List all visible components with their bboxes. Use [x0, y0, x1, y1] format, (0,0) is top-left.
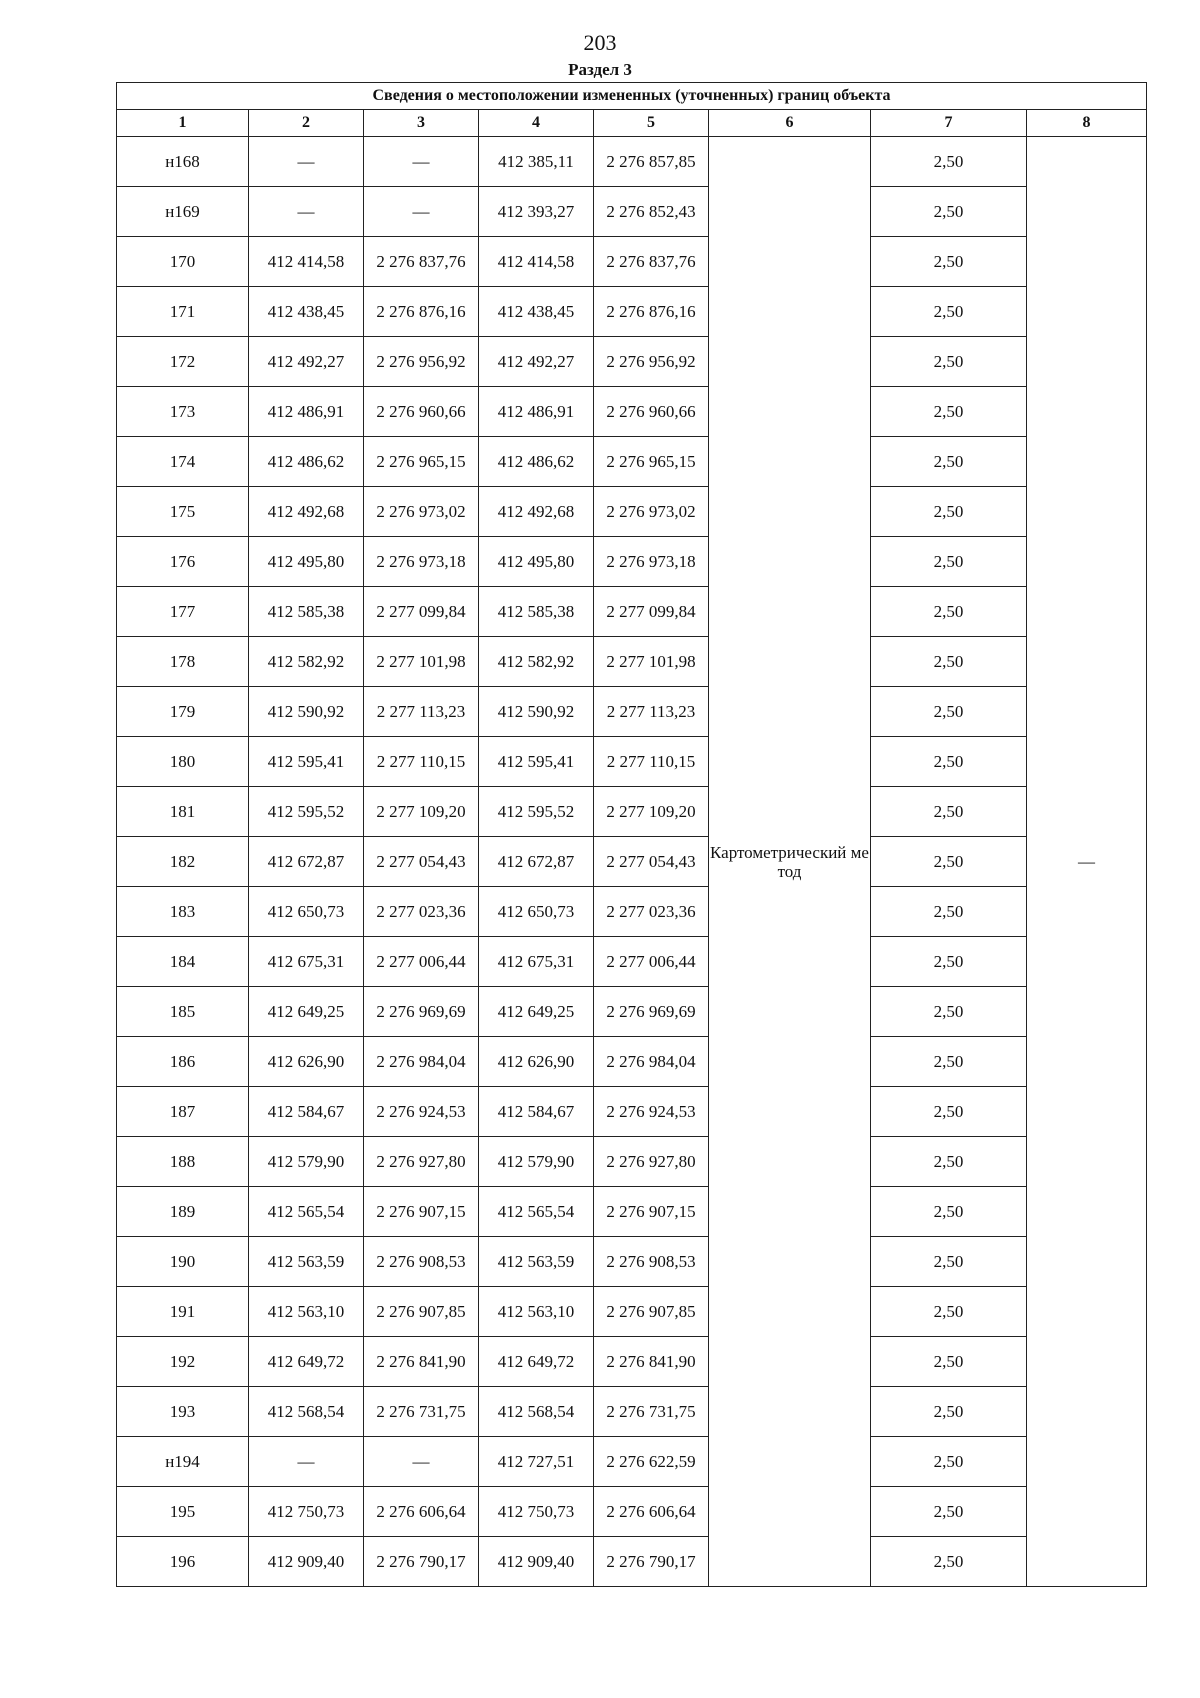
existing-y-cell: 2 276 973,18: [364, 537, 479, 587]
existing-x-cell: 412 595,52: [249, 787, 364, 837]
column-number-header: 3: [364, 110, 479, 137]
table-row: [117, 137, 1147, 187]
point-id-cell: н168: [117, 137, 249, 187]
existing-x-cell: 412 563,10: [249, 1287, 364, 1337]
existing-x-cell: 412 626,90: [249, 1037, 364, 1087]
point-id-cell: 192: [117, 1337, 249, 1387]
existing-y-cell: 2 277 023,36: [364, 887, 479, 937]
new-x-cell: 412 650,73: [479, 887, 594, 937]
new-x-cell: 412 595,52: [479, 787, 594, 837]
existing-y-cell: 2 277 113,23: [364, 687, 479, 737]
new-y-cell: 2 277 054,43: [594, 837, 709, 887]
column8-cell: —: [1027, 137, 1147, 1587]
new-x-cell: 412 595,41: [479, 737, 594, 787]
new-y-cell: 2 276 956,92: [594, 337, 709, 387]
existing-y-cell: 2 277 054,43: [364, 837, 479, 887]
existing-y-cell: —: [364, 137, 479, 187]
existing-y-cell: 2 276 969,69: [364, 987, 479, 1037]
existing-y-cell: —: [364, 1437, 479, 1487]
new-x-cell: 412 590,92: [479, 687, 594, 737]
table-row: [117, 1287, 1147, 1337]
table-row: [117, 1037, 1147, 1087]
point-id-cell: 195: [117, 1487, 249, 1537]
column-number-header: 4: [479, 110, 594, 137]
accuracy-cell: 2,50: [871, 1537, 1027, 1587]
column-number-header: 7: [871, 110, 1027, 137]
table-row: [117, 1237, 1147, 1287]
table-row: [117, 187, 1147, 237]
point-id-cell: 174: [117, 437, 249, 487]
accuracy-cell: 2,50: [871, 387, 1027, 437]
point-id-cell: 193: [117, 1387, 249, 1437]
new-y-cell: 2 276 857,85: [594, 137, 709, 187]
new-x-cell: 412 492,68: [479, 487, 594, 537]
existing-x-cell: 412 495,80: [249, 537, 364, 587]
point-id-cell: 170: [117, 237, 249, 287]
existing-y-cell: 2 276 790,17: [364, 1537, 479, 1587]
table-row: [117, 787, 1147, 837]
existing-x-cell: 412 492,68: [249, 487, 364, 537]
existing-y-cell: 2 276 973,02: [364, 487, 479, 537]
new-x-cell: 412 584,67: [479, 1087, 594, 1137]
column-number-header: 6: [709, 110, 871, 137]
existing-y-cell: 2 276 841,90: [364, 1337, 479, 1387]
existing-x-cell: 412 492,27: [249, 337, 364, 387]
table-row: [117, 437, 1147, 487]
point-id-cell: 179: [117, 687, 249, 737]
point-id-cell: 176: [117, 537, 249, 587]
point-id-cell: н194: [117, 1437, 249, 1487]
existing-y-cell: 2 276 876,16: [364, 287, 479, 337]
accuracy-cell: 2,50: [871, 487, 1027, 537]
new-y-cell: 2 276 924,53: [594, 1087, 709, 1137]
point-id-cell: 181: [117, 787, 249, 837]
existing-y-cell: 2 277 006,44: [364, 937, 479, 987]
new-x-cell: 412 579,90: [479, 1137, 594, 1187]
existing-y-cell: —: [364, 187, 479, 237]
new-y-cell: 2 276 837,76: [594, 237, 709, 287]
table-row: [117, 1437, 1147, 1487]
table-row: [117, 287, 1147, 337]
new-y-cell: 2 277 113,23: [594, 687, 709, 737]
accuracy-cell: 2,50: [871, 337, 1027, 387]
existing-x-cell: 412 585,38: [249, 587, 364, 637]
existing-x-cell: 412 486,91: [249, 387, 364, 437]
new-y-cell: 2 277 109,20: [594, 787, 709, 837]
accuracy-cell: 2,50: [871, 1437, 1027, 1487]
new-y-cell: 2 276 622,59: [594, 1437, 709, 1487]
new-x-cell: 412 414,58: [479, 237, 594, 287]
existing-x-cell: 412 568,54: [249, 1387, 364, 1437]
existing-x-cell: 412 750,73: [249, 1487, 364, 1537]
accuracy-cell: 2,50: [871, 1237, 1027, 1287]
existing-x-cell: 412 649,72: [249, 1337, 364, 1387]
table-row: [117, 487, 1147, 537]
existing-x-cell: 412 486,62: [249, 437, 364, 487]
table-row: [117, 587, 1147, 637]
new-y-cell: 2 276 969,69: [594, 987, 709, 1037]
accuracy-cell: 2,50: [871, 1337, 1027, 1387]
column-number-header: 1: [117, 110, 249, 137]
accuracy-cell: 2,50: [871, 287, 1027, 337]
boundary-table: [116, 82, 1147, 1587]
existing-y-cell: 2 276 908,53: [364, 1237, 479, 1287]
accuracy-cell: 2,50: [871, 1387, 1027, 1437]
new-y-cell: 2 276 965,15: [594, 437, 709, 487]
new-x-cell: 412 393,27: [479, 187, 594, 237]
table-row: [117, 887, 1147, 937]
table-body: [117, 137, 1147, 1587]
accuracy-cell: 2,50: [871, 1187, 1027, 1237]
existing-x-cell: 412 563,59: [249, 1237, 364, 1287]
table-row: [117, 987, 1147, 1037]
new-x-cell: 412 486,91: [479, 387, 594, 437]
existing-x-cell: 412 595,41: [249, 737, 364, 787]
table-row: [117, 1487, 1147, 1537]
new-y-cell: 2 276 973,02: [594, 487, 709, 537]
existing-x-cell: 412 650,73: [249, 887, 364, 937]
existing-y-cell: 2 276 924,53: [364, 1087, 479, 1137]
new-x-cell: 412 492,27: [479, 337, 594, 387]
table-row: [117, 937, 1147, 987]
existing-x-cell: 412 675,31: [249, 937, 364, 987]
accuracy-cell: 2,50: [871, 1087, 1027, 1137]
point-id-cell: н169: [117, 187, 249, 237]
accuracy-cell: 2,50: [871, 437, 1027, 487]
table-row: [117, 837, 1147, 887]
point-id-cell: 188: [117, 1137, 249, 1187]
accuracy-cell: 2,50: [871, 587, 1027, 637]
table-row: [117, 1337, 1147, 1387]
existing-x-cell: 412 590,92: [249, 687, 364, 737]
table-caption: Сведения о местоположении измененных (уточненных) границ объекта: [117, 83, 1147, 110]
existing-x-cell: 412 672,87: [249, 837, 364, 887]
accuracy-cell: 2,50: [871, 937, 1027, 987]
new-y-cell: 2 276 731,75: [594, 1387, 709, 1437]
existing-y-cell: 2 277 109,20: [364, 787, 479, 837]
point-id-cell: 183: [117, 887, 249, 937]
point-id-cell: 196: [117, 1537, 249, 1587]
existing-x-cell: 412 584,67: [249, 1087, 364, 1137]
accuracy-cell: 2,50: [871, 137, 1027, 187]
point-id-cell: 180: [117, 737, 249, 787]
new-y-cell: 2 276 984,04: [594, 1037, 709, 1087]
accuracy-cell: 2,50: [871, 837, 1027, 887]
existing-x-cell: 412 579,90: [249, 1137, 364, 1187]
point-id-cell: 175: [117, 487, 249, 537]
new-y-cell: 2 276 973,18: [594, 537, 709, 587]
table-row: [117, 237, 1147, 287]
existing-y-cell: 2 276 960,66: [364, 387, 479, 437]
accuracy-cell: 2,50: [871, 787, 1027, 837]
new-x-cell: 412 675,31: [479, 937, 594, 987]
existing-y-cell: 2 277 101,98: [364, 637, 479, 687]
point-id-cell: 190: [117, 1237, 249, 1287]
accuracy-cell: 2,50: [871, 537, 1027, 587]
point-id-cell: 191: [117, 1287, 249, 1337]
existing-y-cell: 2 276 837,76: [364, 237, 479, 287]
existing-x-cell: 412 565,54: [249, 1187, 364, 1237]
table-row: [117, 687, 1147, 737]
point-id-cell: 173: [117, 387, 249, 437]
point-id-cell: 186: [117, 1037, 249, 1087]
table-row: [117, 1137, 1147, 1187]
existing-y-cell: 2 277 110,15: [364, 737, 479, 787]
accuracy-cell: 2,50: [871, 1137, 1027, 1187]
table-row: [117, 387, 1147, 437]
new-y-cell: 2 276 852,43: [594, 187, 709, 237]
page-number: 203: [583, 30, 617, 55]
existing-x-cell: —: [249, 1437, 364, 1487]
new-x-cell: 412 626,90: [479, 1037, 594, 1087]
new-x-cell: 412 565,54: [479, 1187, 594, 1237]
new-x-cell: 412 563,59: [479, 1237, 594, 1287]
accuracy-cell: 2,50: [871, 237, 1027, 287]
new-x-cell: 412 649,25: [479, 987, 594, 1037]
table-row: [117, 637, 1147, 687]
new-y-cell: 2 276 908,53: [594, 1237, 709, 1287]
accuracy-cell: 2,50: [871, 1037, 1027, 1087]
existing-x-cell: 412 582,92: [249, 637, 364, 687]
point-id-cell: 171: [117, 287, 249, 337]
method-cell: Картометрический метод: [709, 137, 871, 1587]
point-id-cell: 178: [117, 637, 249, 687]
new-x-cell: 412 585,38: [479, 587, 594, 637]
existing-y-cell: 2 276 956,92: [364, 337, 479, 387]
new-x-cell: 412 563,10: [479, 1287, 594, 1337]
accuracy-cell: 2,50: [871, 187, 1027, 237]
new-x-cell: 412 672,87: [479, 837, 594, 887]
new-y-cell: 2 276 841,90: [594, 1337, 709, 1387]
table-row: [117, 1187, 1147, 1237]
existing-y-cell: 2 277 099,84: [364, 587, 479, 637]
new-y-cell: 2 277 101,98: [594, 637, 709, 687]
new-x-cell: 412 495,80: [479, 537, 594, 587]
existing-y-cell: 2 276 907,15: [364, 1187, 479, 1237]
point-id-cell: 172: [117, 337, 249, 387]
accuracy-cell: 2,50: [871, 687, 1027, 737]
new-y-cell: 2 276 907,15: [594, 1187, 709, 1237]
new-x-cell: 412 385,11: [479, 137, 594, 187]
accuracy-cell: 2,50: [871, 1487, 1027, 1537]
new-y-cell: 2 276 907,85: [594, 1287, 709, 1337]
column-number-header: 5: [594, 110, 709, 137]
accuracy-cell: 2,50: [871, 1287, 1027, 1337]
new-x-cell: 412 727,51: [479, 1437, 594, 1487]
existing-x-cell: 412 649,25: [249, 987, 364, 1037]
new-y-cell: 2 276 927,80: [594, 1137, 709, 1187]
new-y-cell: 2 276 876,16: [594, 287, 709, 337]
existing-x-cell: 412 438,45: [249, 287, 364, 337]
accuracy-cell: 2,50: [871, 887, 1027, 937]
existing-y-cell: 2 276 606,64: [364, 1487, 479, 1537]
table-row: [117, 1387, 1147, 1437]
column-number-header: 8: [1027, 110, 1147, 137]
table-row: [117, 537, 1147, 587]
existing-x-cell: —: [249, 187, 364, 237]
point-id-cell: 177: [117, 587, 249, 637]
section-title: Раздел 3: [568, 60, 632, 79]
existing-y-cell: 2 276 731,75: [364, 1387, 479, 1437]
table-row: [117, 1087, 1147, 1137]
existing-y-cell: 2 276 965,15: [364, 437, 479, 487]
table-row: [117, 1537, 1147, 1587]
accuracy-cell: 2,50: [871, 737, 1027, 787]
new-y-cell: 2 276 606,64: [594, 1487, 709, 1537]
new-x-cell: 412 568,54: [479, 1387, 594, 1437]
new-y-cell: 2 277 006,44: [594, 937, 709, 987]
new-y-cell: 2 276 790,17: [594, 1537, 709, 1587]
new-y-cell: 2 276 960,66: [594, 387, 709, 437]
new-x-cell: 412 909,40: [479, 1537, 594, 1587]
new-x-cell: 412 438,45: [479, 287, 594, 337]
new-y-cell: 2 277 023,36: [594, 887, 709, 937]
point-id-cell: 184: [117, 937, 249, 987]
new-x-cell: 412 649,72: [479, 1337, 594, 1387]
point-id-cell: 189: [117, 1187, 249, 1237]
existing-y-cell: 2 276 984,04: [364, 1037, 479, 1087]
accuracy-cell: 2,50: [871, 637, 1027, 687]
existing-y-cell: 2 276 927,80: [364, 1137, 479, 1187]
table-row: [117, 737, 1147, 787]
accuracy-cell: 2,50: [871, 987, 1027, 1037]
point-id-cell: 185: [117, 987, 249, 1037]
column-number-header: 2: [249, 110, 364, 137]
point-id-cell: 182: [117, 837, 249, 887]
new-y-cell: 2 277 099,84: [594, 587, 709, 637]
new-x-cell: 412 486,62: [479, 437, 594, 487]
table-row: [117, 337, 1147, 387]
new-x-cell: 412 582,92: [479, 637, 594, 687]
existing-y-cell: 2 276 907,85: [364, 1287, 479, 1337]
new-y-cell: 2 277 110,15: [594, 737, 709, 787]
point-id-cell: 187: [117, 1087, 249, 1137]
column-numbers-row: [117, 110, 1147, 137]
existing-x-cell: 412 909,40: [249, 1537, 364, 1587]
existing-x-cell: —: [249, 137, 364, 187]
new-x-cell: 412 750,73: [479, 1487, 594, 1537]
existing-x-cell: 412 414,58: [249, 237, 364, 287]
